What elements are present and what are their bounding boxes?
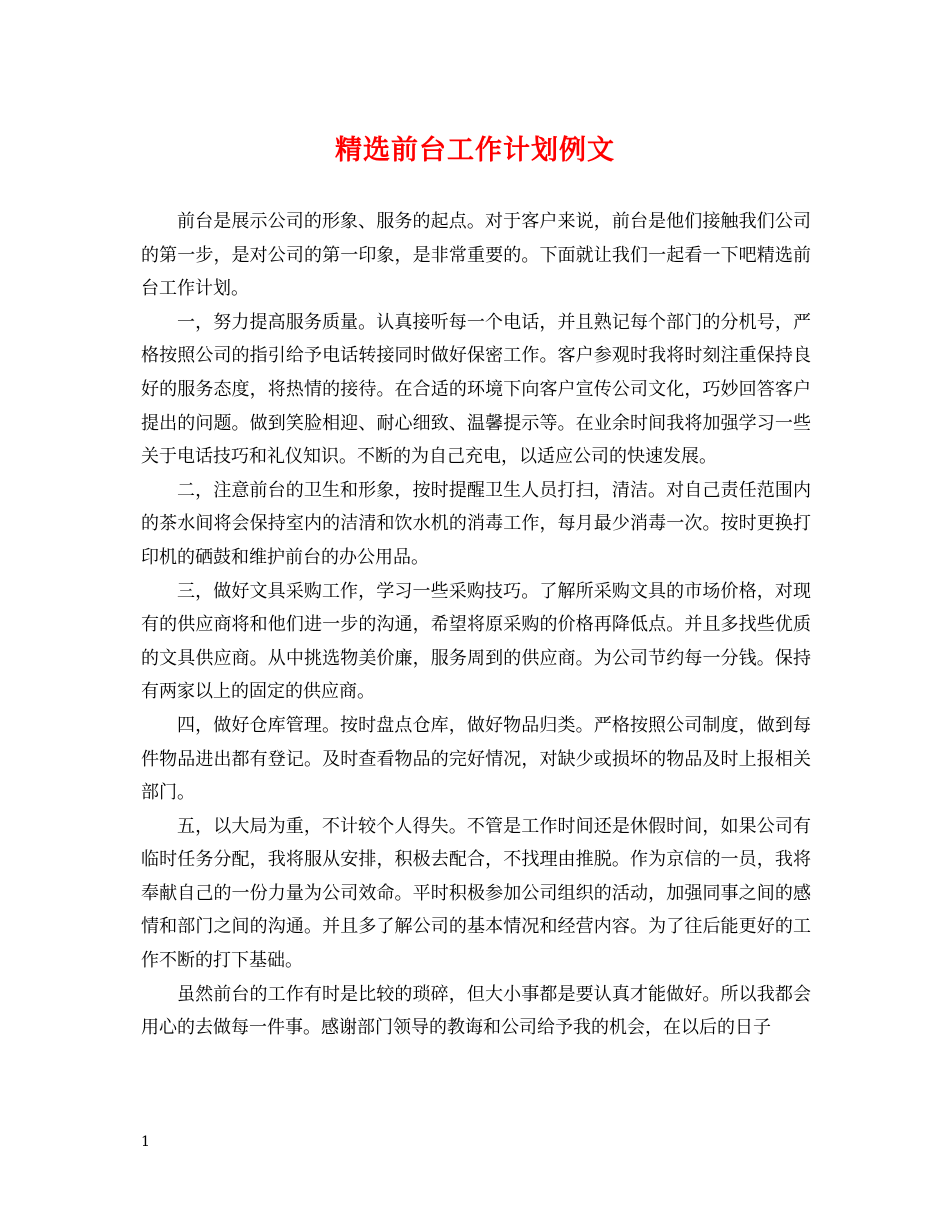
document-body xyxy=(141,205,811,1045)
paragraph-closing: 虽然前台的工作有时是比较的琐碎，但大小事都是要认真才能做好。所以我都会用心的去做每一件事。感谢部门领导的教诲和公司给予我的机会，在以后的日子 xyxy=(141,983,811,1039)
page-number: 1 xyxy=(141,1134,150,1150)
paragraph-point-1: 一，努力提高服务质量。认真接听每一个电话，并且熟记每个部门的分机号，严格按照公司的指引给予电话转接同时做好保密工作。客户参观时我将时刻注重保持良好的服务态度，将热情的接待。在合适的环境下向客户宣传公司文化，巧妙回答客户提出的问题。做到笑脸相迎、耐心细致、温馨提示等。在业余时间我将加强学习一些关于电话技巧和礼仪知识。不断的为自己充电，以适应公司的快速发展。 xyxy=(141,311,811,468)
paragraph-point-3: 三，做好文具采购工作，学习一些采购技巧。了解所采购文具的市场价格，对现有的供应商将和他们进一步的沟通，希望将原采购的价格再降低点。并且多找些优质的文具供应商。从中挑选物美价廉，服务周到的供应商。为公司节约每一分钱。保持有两家以上的固定的供应商。 xyxy=(141,580,811,703)
paragraph-point-4: 四，做好仓库管理。按时盘点仓库，做好物品归类。严格按照公司制度，做到每件物品进出都有登记。及时查看物品的完好情况，对缺少或损坏的物品及时上报相关部门。 xyxy=(141,714,811,804)
paragraph-intro: 前台是展示公司的形象、服务的起点。对于客户来说，前台是他们接触我们公司的第一步，是对公司的第一印象，是非常重要的。下面就让我们一起看一下吧精选前台工作计划。 xyxy=(141,211,811,300)
document-title: 精选前台工作计划例文 xyxy=(335,135,615,166)
paragraph-point-5: 五，以大局为重，不计较个人得失。不管是工作时间还是休假时间，如果公司有临时任务分配，我将服从安排，积极去配合，不找理由推脱。作为京信的一员，我将奉献自己的一份力量为公司效命。平时积极参加公司组织的活动，加强同事之间的感情和部门之间的沟通。并且多了解公司的基本情况和经营内容。为了往后能更好的工作不断的打下基础。 xyxy=(141,815,811,972)
paragraph-point-2: 二，注意前台的卫生和形象，按时提醒卫生人员打扫，清洁。对自己责任范围内的茶水间将会保持室内的洁清和饮水机的消毒工作，每月最少消毒一次。按时更换打印机的硒鼓和维护前台的办公用品。 xyxy=(141,479,811,568)
